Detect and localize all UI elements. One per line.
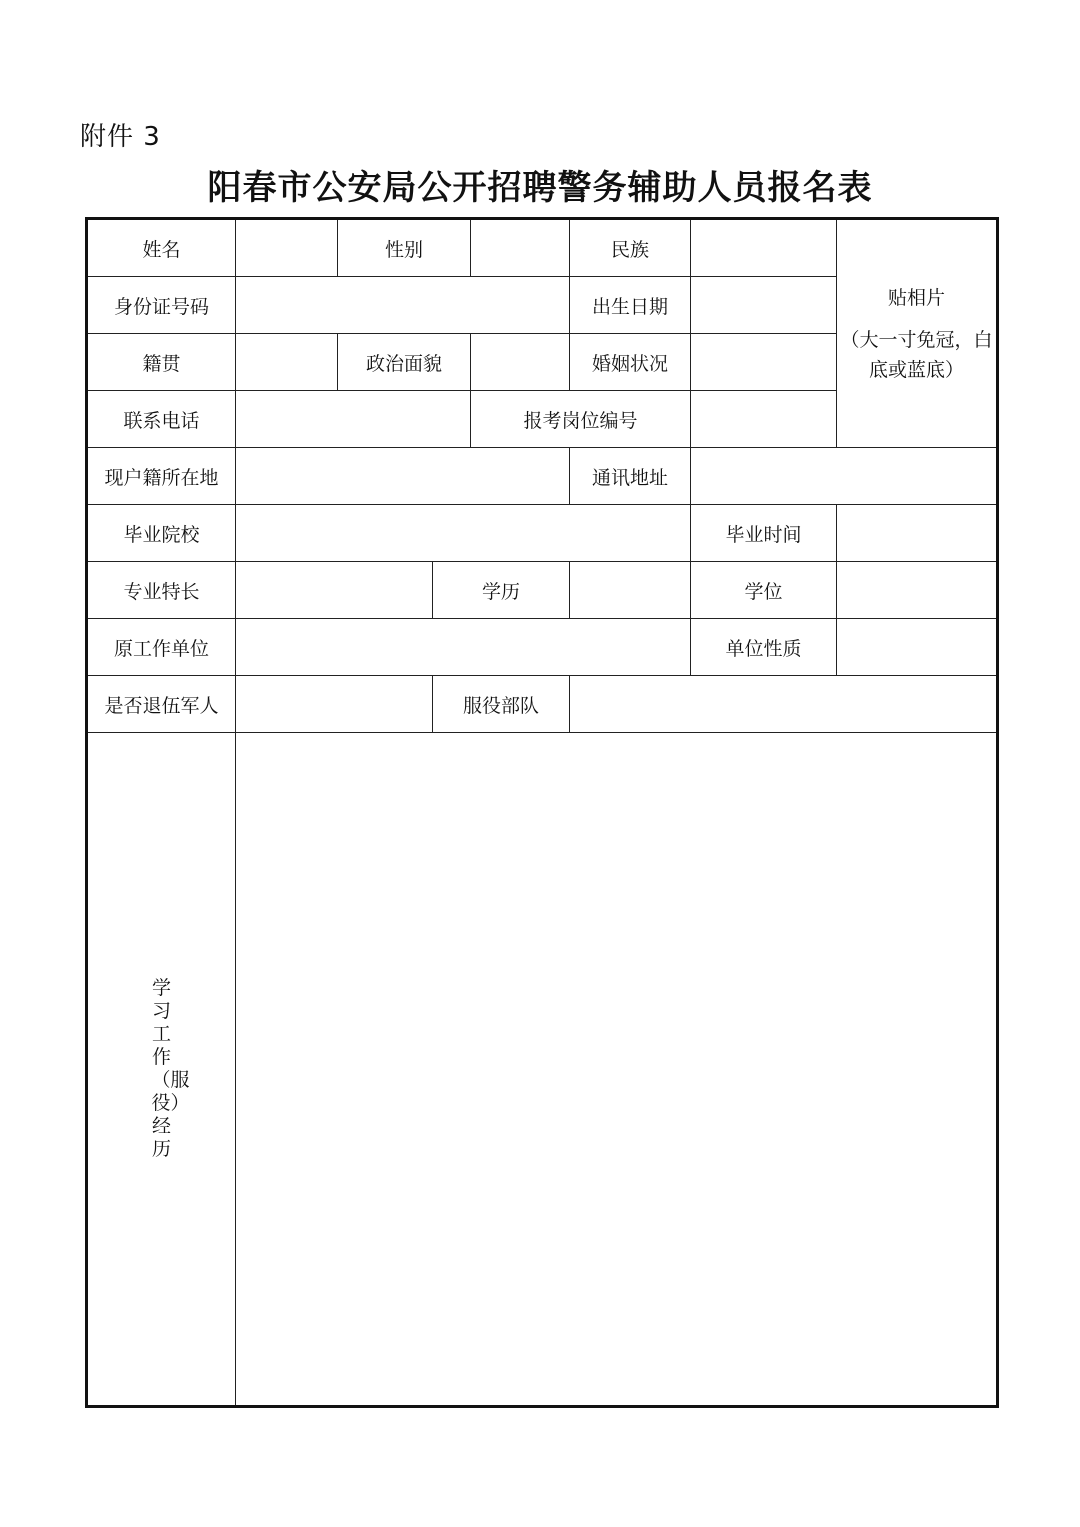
native-place-label: 籍贯 (87, 334, 236, 391)
post-code-label: 报考岗位编号 (471, 391, 691, 448)
history-label-cell (87, 733, 236, 1407)
photo-note: （大一寸免冠，白底或蓝底） (840, 328, 993, 381)
name-label: 姓名 (87, 219, 236, 277)
id-number-label: 身份证号码 (87, 277, 236, 334)
education-field[interactable] (570, 562, 691, 619)
school-field[interactable] (236, 505, 691, 562)
history-label: 学习工作（服役）经历 (151, 977, 190, 1160)
address-field[interactable] (691, 448, 998, 505)
education-label: 学历 (433, 562, 570, 619)
birth-date-field[interactable] (691, 277, 837, 334)
major-field[interactable] (236, 562, 433, 619)
phone-field[interactable] (236, 391, 471, 448)
veteran-field[interactable] (236, 676, 433, 733)
ethnicity-field[interactable] (691, 219, 837, 277)
photo-label: 贴相片 (888, 286, 946, 309)
gender-label: 性别 (338, 219, 471, 277)
military-unit-label: 服役部队 (433, 676, 570, 733)
birth-date-label: 出生日期 (570, 277, 691, 334)
work-nature-label: 单位性质 (691, 619, 837, 676)
degree-field[interactable] (837, 562, 998, 619)
former-work-label: 原工作单位 (87, 619, 236, 676)
political-status-field[interactable] (471, 334, 570, 391)
form-title: 阳春市公安局公开招聘警务辅助人员报名表 (207, 168, 873, 208)
political-status-label: 政治面貌 (338, 334, 471, 391)
graduation-time-field[interactable] (837, 505, 998, 562)
veteran-label: 是否退伍军人 (87, 676, 236, 733)
gender-field[interactable] (471, 219, 570, 277)
photo-area[interactable] (837, 219, 998, 448)
ethnicity-label: 民族 (570, 219, 691, 277)
degree-label: 学位 (691, 562, 837, 619)
registration-form-table (85, 217, 999, 1408)
major-label: 专业特长 (87, 562, 236, 619)
native-place-field[interactable] (236, 334, 338, 391)
work-nature-field[interactable] (837, 619, 998, 676)
address-label: 通讯地址 (570, 448, 691, 505)
school-label: 毕业院校 (87, 505, 236, 562)
marital-status-field[interactable] (691, 334, 837, 391)
attachment-label: 附件 3 (80, 122, 161, 152)
graduation-time-label: 毕业时间 (691, 505, 837, 562)
household-field[interactable] (236, 448, 570, 505)
former-work-field[interactable] (236, 619, 691, 676)
marital-status-label: 婚姻状况 (570, 334, 691, 391)
phone-label: 联系电话 (87, 391, 236, 448)
history-field[interactable] (236, 733, 998, 1407)
post-code-field[interactable] (691, 391, 837, 448)
name-field[interactable] (236, 219, 338, 277)
household-label: 现户籍所在地 (87, 448, 236, 505)
id-number-field[interactable] (236, 277, 570, 334)
military-unit-field[interactable] (570, 676, 998, 733)
